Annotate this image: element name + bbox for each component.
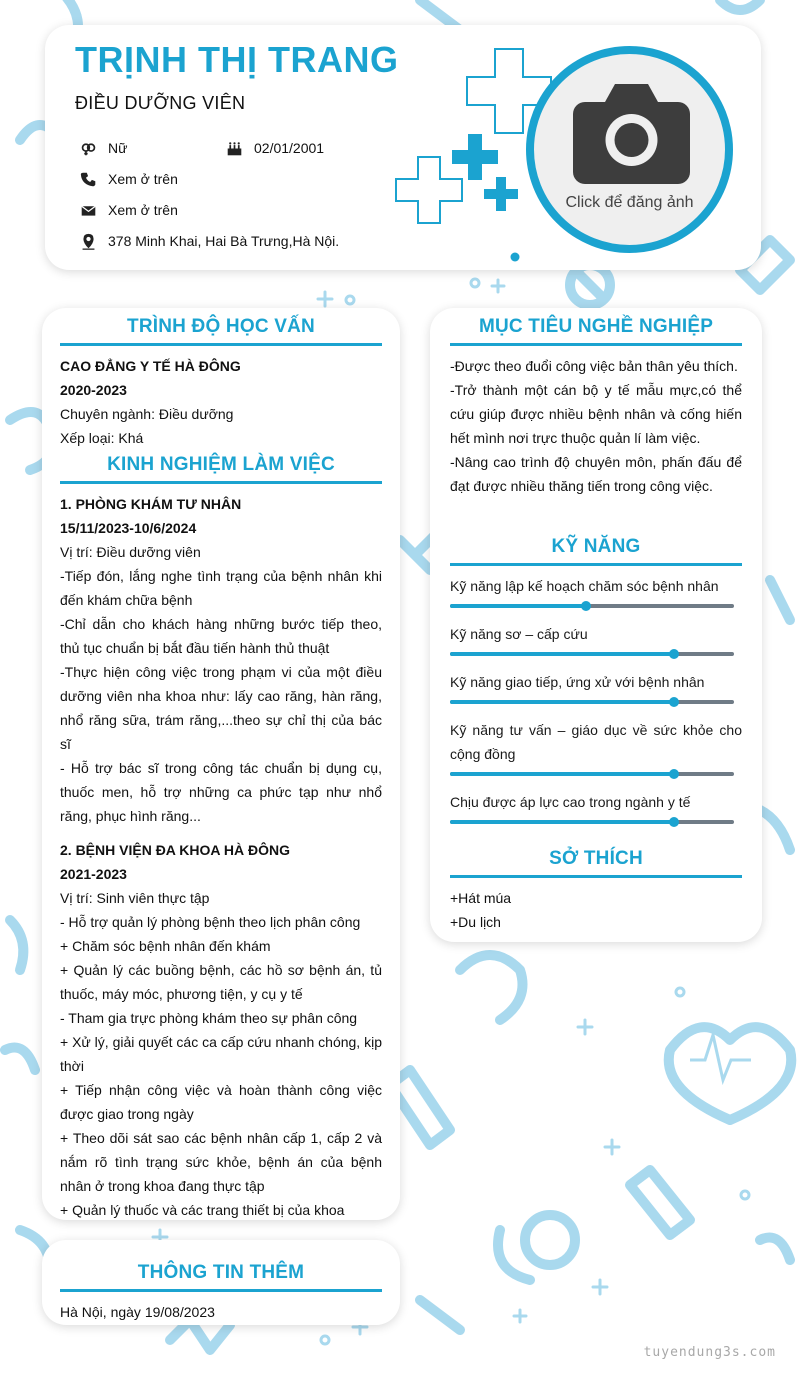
skill-dot: [669, 817, 679, 827]
job-line: -Tiếp đón, lắng nghe tình trạng của bệnh nhân khi đến khám chữa bệnh: [60, 568, 382, 608]
gender-value: Nữ: [108, 140, 128, 156]
gender-icon: [78, 139, 98, 157]
skill-item: [450, 622, 742, 656]
objective-title: MỤC TIÊU NGHỀ NGHIỆP: [450, 316, 742, 346]
phone-row: [78, 170, 178, 188]
address-value: 378 Minh Khai, Hai Bà Trưng,Hà Nội.: [108, 233, 340, 249]
education-grade: Xếp loại: Khá: [60, 430, 144, 446]
envelope-icon: [78, 201, 98, 219]
experience-title: KINH NGHIỆM LÀM VIỆC: [60, 454, 382, 484]
experience-job-1: [60, 492, 382, 828]
skill-fill: [450, 652, 674, 656]
job-line: -Thực hiện công việc trong phạm vi của một điều dưỡng viên nha khoa như: lấy cao răng, hàn răng, nhổ răng sữa, trám răng,...theo sự chỉ thị của bác sĩ: [60, 664, 382, 752]
job-period: 2021-2023: [60, 866, 127, 882]
skill-dot: [669, 649, 679, 659]
job-company: 2. BỆNH VIỆN ĐA KHOA HÀ ĐÔNG: [60, 842, 290, 858]
skill-dot: [581, 601, 591, 611]
email-row: [78, 201, 178, 219]
job-line: - Hỗ trợ quản lý phòng bệnh theo lịch phân công: [60, 914, 361, 930]
hobby-item: +Du lịch: [450, 914, 501, 930]
skill-name: Kỹ năng tư vấn – giáo dục về sức khỏe cho cộng đồng: [450, 722, 742, 762]
birthday-cake-icon: [224, 139, 244, 157]
job-line: + Theo dõi sát sao các bệnh nhân cấp 1, cấp 2 và nắm rõ tình trạng sức khỏe, bệnh án của bệnh nhân ở trong khoa đang thực tập: [60, 1130, 382, 1194]
candidate-name: TRỊNH THỊ TRANG: [75, 39, 399, 80]
skill-item: [450, 574, 742, 608]
skill-fill: [450, 700, 674, 704]
job-line: + Quản lý thuốc và các trang thiết bị của khoa: [60, 1202, 345, 1218]
skill-name: Kỹ năng lập kế hoạch chăm sóc bệnh nhân: [450, 578, 719, 594]
hobby-item: +Hát múa: [450, 890, 512, 906]
avatar-upload[interactable]: [526, 46, 733, 253]
skill-fill: [450, 820, 674, 824]
phone-value: Xem ở trên: [108, 171, 178, 187]
right-column-card: [430, 308, 762, 942]
birthday-row: [224, 139, 324, 157]
skill-bar: [450, 700, 734, 704]
job-line: + Quản lý các buồng bệnh, các hồ sơ bệnh án, tủ thuốc, máy móc, phương tiện, y cụ y tế: [60, 962, 382, 1002]
avatar-caption: Click để đăng ảnh: [565, 194, 694, 211]
email-value: Xem ở trên: [108, 202, 178, 218]
objective-line: -Được theo đuổi công việc bản thân yêu thích.: [450, 358, 738, 374]
education-major: Chuyên ngành: Điều dưỡng: [60, 406, 234, 422]
skill-name: Kỹ năng giao tiếp, ứng xử với bệnh nhân: [450, 674, 705, 690]
job-line: - Tham gia trực phòng khám theo sự phân công: [60, 1010, 358, 1026]
skill-item: [450, 718, 742, 776]
camera-icon: [573, 84, 690, 184]
job-line: + Chăm sóc bệnh nhân đến khám: [60, 938, 271, 954]
job-line: + Tiếp nhận công việc và hoàn thành công việc được giao trong ngày: [60, 1082, 382, 1122]
skills-title: KỸ NĂNG: [450, 536, 742, 566]
birthday-value: 02/01/2001: [254, 140, 325, 156]
skill-bar: [450, 820, 734, 824]
job-line: - Hỗ trợ bác sĩ trong công tác chuẩn bị dụng cụ, thuốc men, hỗ trợ những ca phức tạp như nhổ răng, phục hình răng...: [60, 760, 382, 824]
skill-name: Chịu được áp lực cao trong ngành y tế: [450, 794, 691, 810]
objective-line: -Trở thành một cán bộ y tế mẫu mực,có thể cứu giúp được nhiều bệnh nhân và cống hiến hết mình nơi trực thuộc quản lí làm việc.: [450, 382, 742, 446]
skill-bar: [450, 604, 734, 608]
date-line: Hà Nội, ngày 19/08/2023: [60, 1304, 215, 1320]
skill-item: [450, 670, 742, 704]
education-school: CAO ĐẲNG Y TẾ HÀ ĐÔNG: [60, 358, 241, 374]
skill-dot: [669, 697, 679, 707]
skill-dot: [669, 769, 679, 779]
site-watermark: tuyendung3s.com: [643, 1345, 776, 1360]
skill-fill: [450, 604, 586, 608]
hobbies-title: SỞ THÍCH: [450, 848, 742, 878]
job-line: -Chỉ dẫn cho khách hàng những bước tiếp theo, thủ tục chuẩn bị bắt đầu tiến hành thủ thuật: [60, 616, 382, 656]
skill-item: [450, 790, 742, 824]
experience-job-2: [60, 838, 382, 1222]
job-line: Vị trí: Sinh viên thực tập: [60, 890, 210, 906]
skill-fill: [450, 772, 674, 776]
location-pin-icon: [78, 232, 98, 250]
header-card: [45, 25, 761, 270]
address-row: [78, 232, 339, 250]
skill-name: Kỹ năng sơ – cấp cứu: [450, 626, 588, 642]
job-line: + Xử lý, giải quyết các ca cấp cứu nhanh chóng, kịp thời: [60, 1034, 382, 1074]
job-period: 15/11/2023-10/6/2024: [60, 520, 197, 536]
gender-row: [78, 139, 127, 157]
education-title: TRÌNH ĐỘ HỌC VẤN: [60, 316, 382, 346]
skill-bar: [450, 652, 734, 656]
job-line: Vị trí: Điều dưỡng viên: [60, 544, 201, 560]
skills-list: [450, 574, 742, 824]
extra-info-title: THÔNG TIN THÊM: [60, 1262, 382, 1292]
phone-icon: [78, 170, 98, 188]
job-title: ĐIỀU DƯỠNG VIÊN: [75, 93, 246, 113]
left-column-card: [42, 308, 400, 1220]
skill-bar: [450, 772, 734, 776]
job-company: 1. PHÒNG KHÁM TƯ NHÂN: [60, 496, 242, 512]
education-period: 2020-2023: [60, 382, 127, 398]
objective-line: -Nâng cao trình độ chuyên môn, phấn đấu để đạt được nhiều thăng tiến trong công việc.: [450, 454, 742, 494]
extra-info-card: [42, 1240, 400, 1325]
